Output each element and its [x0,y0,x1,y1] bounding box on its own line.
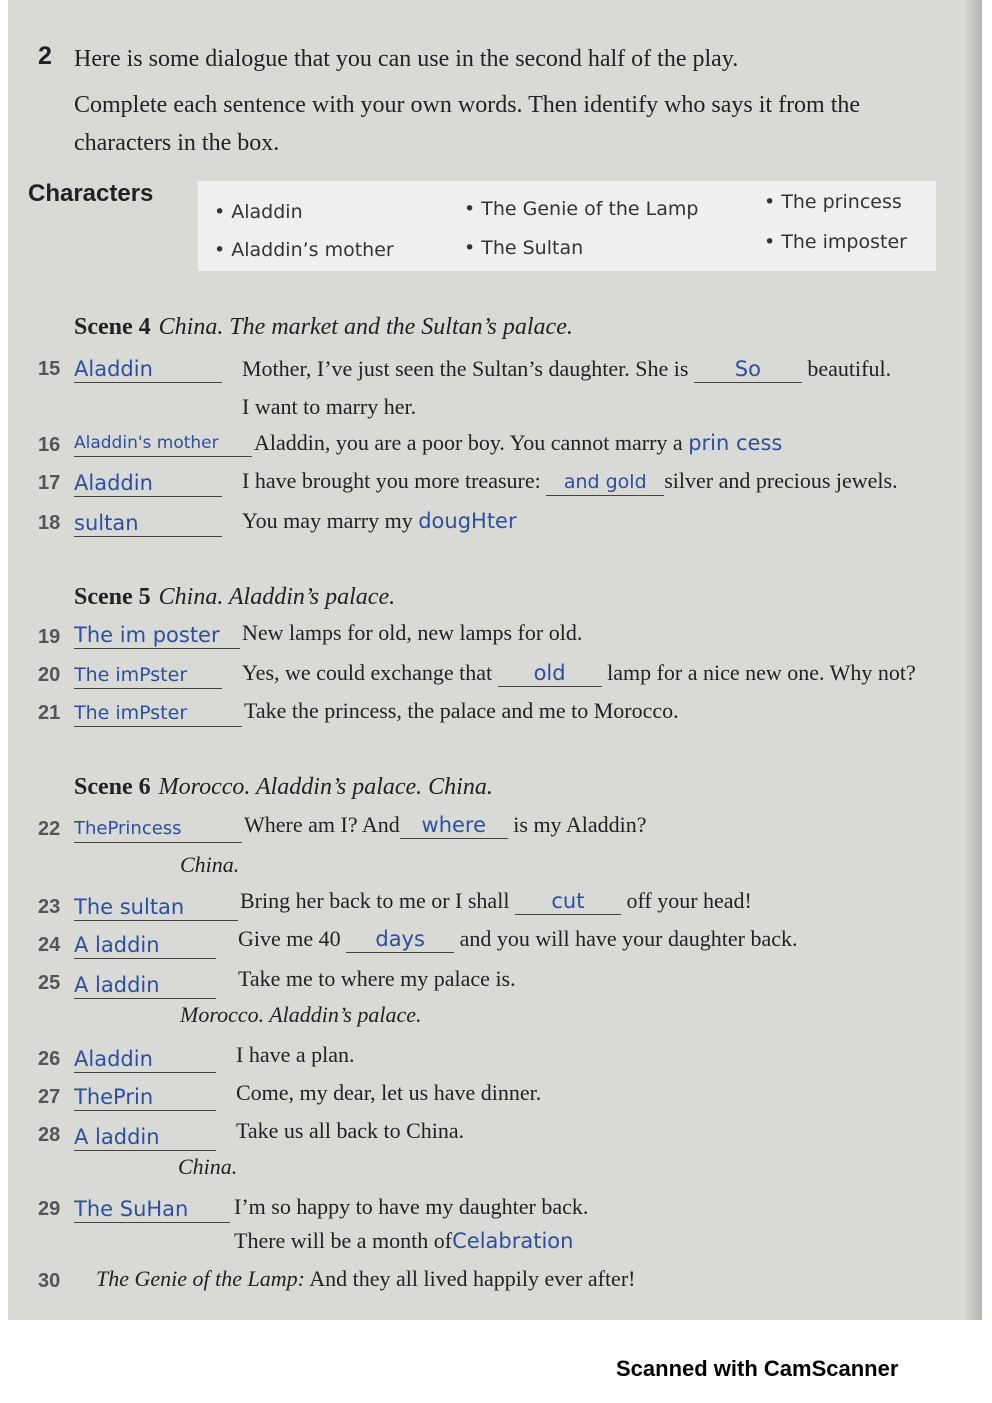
line-30-text-pre: And they all lived happily ever after! [309,1266,636,1291]
line-20-text-post: lamp for a nice new one. Why not? [607,660,916,685]
line-24-text [238,926,798,953]
line-28-number: 28 [38,1124,61,1146]
scene-6-label: Scene 6 [74,774,151,800]
scene-4-setting: China. The market and the Sultan’s palace. [158,314,573,340]
line-21-number: 21 [38,702,61,724]
line-25-speaker-field[interactable]: A laddin [74,972,216,999]
line-25-number: 25 [38,972,61,994]
line-23-text-pre: Bring her back to me or I shall [240,888,510,913]
line-17-text-post: silver and precious jewels. [664,468,898,493]
line-16-text [254,430,782,456]
line-15-number: 15 [38,358,61,380]
line-16-number: 16 [38,434,61,456]
line-22-text-pre: Where am I? And [244,812,400,837]
line-29-speaker-field[interactable]: The SuHan [74,1196,230,1223]
line-22-text-post: is my Aladdin? [513,812,647,837]
line-19-text: New lamps for old, new lamps for old. [242,620,583,645]
line-29-continuation [234,1228,573,1254]
characters-box [198,181,936,271]
character-aladdins-mother: • Aladdin’s mother [214,239,394,261]
scanned-page [8,0,982,1320]
scene-4-heading [74,314,573,341]
line-30-text [96,1266,635,1292]
line-15-continuation: I want to marry her. [242,394,417,419]
line-28-speaker-field[interactable]: A laddin [74,1124,216,1151]
line-22-text [244,812,646,839]
character-sultan: • The Sultan [464,237,584,259]
scene-5-label: Scene 5 [74,584,151,610]
line-15-speaker-field[interactable]: Aladdin [74,356,222,383]
line-18-number: 18 [38,512,61,534]
line-23-number: 23 [38,896,61,918]
scene-5-setting: China. Aladdin’s palace. [158,584,396,610]
characters-title: Characters [28,180,154,207]
line-23-blank[interactable]: cut [515,888,621,915]
line-15-text [242,356,891,383]
line-23-text-post: off your head! [626,888,752,913]
line-18-blank[interactable]: dougHter [418,509,517,533]
line-24-text-pre: Give me 40 [238,926,341,951]
line-22-blank[interactable]: where [400,812,508,839]
line-15-text-pre: Mother, I’ve just seen the Sultan’s daughter. She is [242,356,689,381]
line-20-number: 20 [38,664,61,686]
line-15-text-post: beautiful. [807,356,892,381]
line-30-number: 30 [38,1270,61,1292]
line-24-text-post: and you will have your daughter back. [459,926,798,951]
scene-5-heading [74,584,395,611]
line-17-number: 17 [38,472,61,494]
line-24-blank[interactable]: days [346,926,454,953]
character-aladdin: • Aladdin [214,201,303,223]
line-15-blank[interactable]: So [694,356,802,383]
scene-6-heading [74,774,493,801]
line-19-speaker-field[interactable]: The im poster [74,622,240,649]
line-20-speaker-field[interactable]: The imPster [74,662,222,689]
character-princess: • The princess [764,191,902,213]
line-22-speaker-field[interactable]: ThePrincess [74,816,242,843]
line-29-continuation-text: There will be a month of [234,1228,453,1253]
line-20-text [242,660,916,687]
line-16-blank[interactable]: prin cess [688,431,783,455]
line-19-number: 19 [38,626,61,648]
line-28-text: Take us all back to China. [236,1118,465,1143]
line-20-blank[interactable]: old [498,660,602,687]
camscanner-watermark: Scanned with CamScanner [616,1356,899,1381]
exercise-number: 2 [38,42,52,70]
line-21-speaker-field[interactable]: The imPster [74,700,242,727]
line-16-speaker-field[interactable]: Aladdin's mother [74,430,252,457]
line-24-number: 24 [38,934,61,956]
scene-4-label: Scene 4 [74,314,151,340]
scene-6-setting: Morocco. Aladdin’s palace. China. [158,774,493,800]
line-16-text-pre: Aladdin, you are a poor boy. You cannot marry a [254,430,683,455]
character-imposter: • The imposter [764,231,907,253]
line-25-text: Take me to where my palace is. [238,966,516,991]
line-22-number: 22 [38,818,61,840]
line-26-number: 26 [38,1048,61,1070]
line-17-text-pre: I have brought you more treasure: [242,468,541,493]
line-18-speaker-field[interactable]: sultan [74,510,222,537]
line-21-text: Take the princess, the palace and me to Morocco. [244,698,679,723]
instruction-line-3: characters in the box. [74,130,280,156]
line-29-number: 29 [38,1198,61,1220]
stage-direction-22: China. [180,852,240,877]
line-18-text-pre: You may marry my [242,508,413,533]
line-17-speaker-field[interactable]: Aladdin [74,470,222,497]
line-26-speaker-field[interactable]: Aladdin [74,1046,216,1073]
line-24-speaker-field[interactable]: A laddin [74,932,216,959]
stage-direction-25: Morocco. Aladdin’s palace. [180,1002,422,1027]
line-27-speaker-field[interactable]: ThePrin [74,1084,216,1111]
line-23-speaker-field[interactable]: The sultan [74,894,238,921]
line-17-blank[interactable]: and gold [546,469,664,496]
line-23-text [240,888,752,915]
line-29-text: I’m so happy to have my daughter back. [234,1194,589,1219]
line-27-number: 27 [38,1086,61,1108]
line-17-text [242,468,898,496]
instruction-line-1: Here is some dialogue that you can use in the second half of the play. [74,46,739,72]
character-genie: • The Genie of the Lamp [464,198,699,220]
line-20-text-pre: Yes, we could exchange that [242,660,493,685]
line-29-blank[interactable]: Celabration [452,1229,574,1253]
line-26-text: I have a plan. [236,1042,355,1067]
line-18-text [242,508,517,534]
line-27-text: Come, my dear, let us have dinner. [236,1080,542,1105]
line-30-speaker: The Genie of the Lamp: [96,1266,305,1291]
instruction-line-2: Complete each sentence with your own words. Then identify who says it from the [74,92,861,118]
stage-direction-28: China. [178,1154,238,1179]
